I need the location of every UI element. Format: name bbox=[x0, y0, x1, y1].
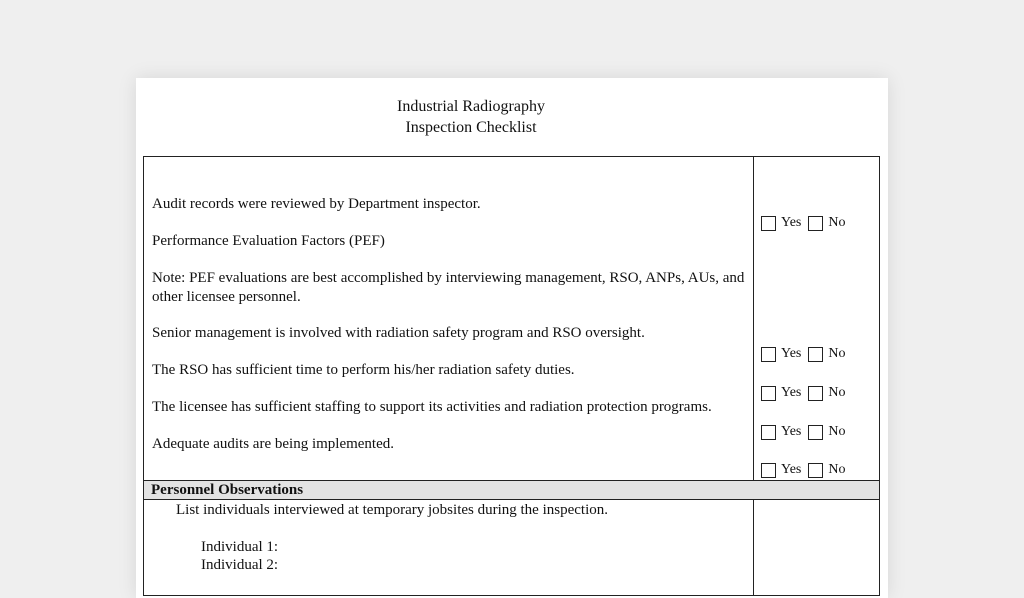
no-checkbox[interactable] bbox=[808, 463, 823, 478]
yes-no-group-senior-management bbox=[761, 345, 846, 363]
personnel-instruction: List individuals interviewed at temporary jobsites during the inspection. bbox=[176, 502, 608, 518]
yes-checkbox[interactable] bbox=[761, 347, 776, 362]
question-rso-time: The RSO has sufficient time to perform his/her radiation safety duties. bbox=[152, 362, 575, 378]
yes-label: Yes bbox=[781, 424, 802, 439]
column-divider bbox=[753, 157, 754, 595]
question-senior-management: Senior management is involved with radiation safety program and RSO oversight. bbox=[152, 325, 645, 341]
individual-2-label: Individual 2: bbox=[201, 557, 279, 573]
yes-label: Yes bbox=[781, 462, 802, 477]
checklist-page bbox=[136, 78, 888, 598]
question-pef-heading: Performance Evaluation Factors (PEF) bbox=[152, 233, 385, 249]
yes-no-group-rso-time bbox=[761, 384, 846, 402]
yes-checkbox[interactable] bbox=[761, 425, 776, 440]
yes-no-group-audit-records bbox=[761, 214, 846, 232]
no-label: No bbox=[828, 346, 846, 361]
document-title bbox=[136, 96, 806, 138]
yes-label: Yes bbox=[781, 215, 802, 230]
no-label: No bbox=[828, 424, 846, 439]
no-label: No bbox=[828, 462, 846, 477]
no-label: No bbox=[828, 385, 846, 400]
yes-checkbox[interactable] bbox=[761, 386, 776, 401]
no-checkbox[interactable] bbox=[808, 216, 823, 231]
yes-no-group-adequate-audits bbox=[761, 461, 846, 479]
yes-checkbox[interactable] bbox=[761, 216, 776, 231]
yes-checkbox[interactable] bbox=[761, 463, 776, 478]
personnel-observations-header bbox=[144, 480, 879, 500]
question-adequate-audits: Adequate audits are being implemented. bbox=[152, 436, 394, 452]
section-title: Personnel Observations bbox=[151, 482, 304, 498]
yes-label: Yes bbox=[781, 346, 802, 361]
title-line-2: Inspection Checklist bbox=[405, 119, 537, 136]
question-audit-records: Audit records were reviewed by Department inspector. bbox=[152, 196, 481, 212]
question-staffing: The licensee has sufficient staffing to support its activities and radiation protection programs. bbox=[152, 399, 712, 415]
question-pef-note: Note: PEF evaluations are best accomplished by interviewing management, RSO, ANPs, AUs, and other licensee personnel. bbox=[152, 270, 745, 305]
no-label: No bbox=[828, 215, 846, 230]
no-checkbox[interactable] bbox=[808, 386, 823, 401]
title-line-1: Industrial Radiography bbox=[397, 98, 545, 115]
yes-no-group-staffing bbox=[761, 423, 846, 441]
checklist-table bbox=[143, 156, 880, 596]
no-checkbox[interactable] bbox=[808, 347, 823, 362]
yes-label: Yes bbox=[781, 385, 802, 400]
individual-1-label: Individual 1: bbox=[201, 539, 279, 555]
no-checkbox[interactable] bbox=[808, 425, 823, 440]
